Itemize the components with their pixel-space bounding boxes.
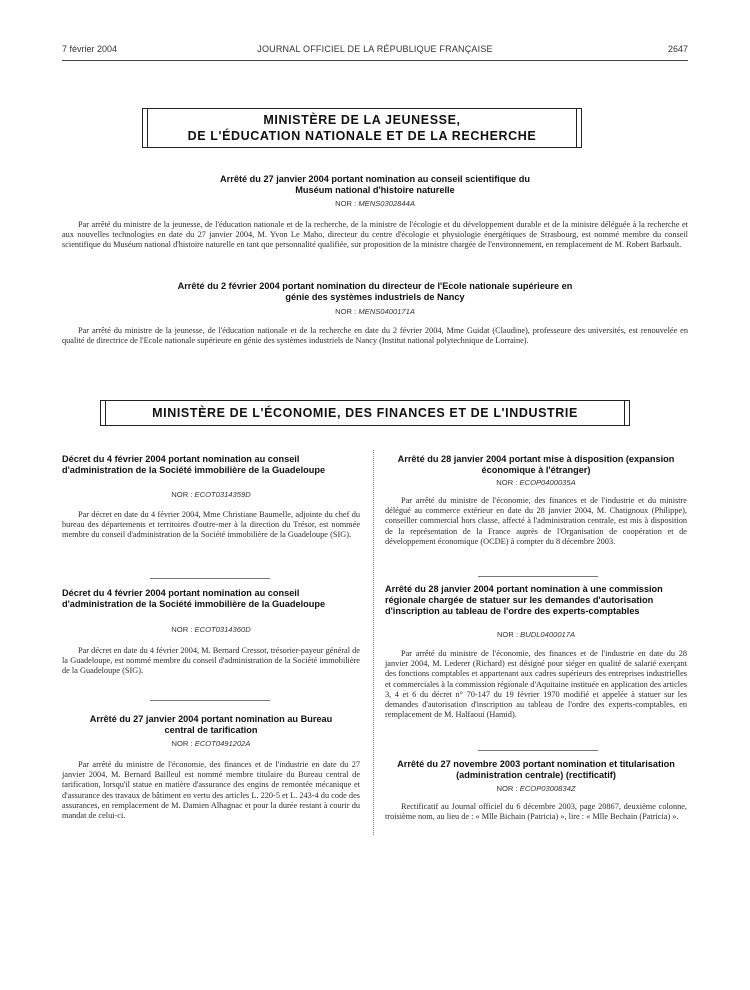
- column-divider: [373, 450, 374, 835]
- act-body: Par décret en date du 4 février 2004, M. Bernard Cressot, trésorier-payeur général de la Guadeloupe, est nommé membre du conseil d'administration de la Société immobilière de la Guadeloupe (SIG).: [62, 646, 360, 676]
- nor-reference: [385, 478, 687, 487]
- act-title: Décret du 4 février 2004 portant nomination au conseil d'administration de la Société immobilière de la Guadeloupe: [62, 588, 326, 609]
- nor-label: NOR :: [496, 784, 518, 793]
- act-body: Par arrêté du ministre de l'économie, des finances et de l'industrie en date du 27 janvier 2004, M. Bernard Bailleul est nommé membre titulaire du Bureau central de tarification, lorsqu'il statue en matière d'assurance des engins de remontée mécanique et d'assurance des travaux de bâtiment en vertu des articles L. 220-5 et L. 243-4 du code des assurances, en remplacement de M. Damien Alhagnac et pour la durée restant à courir du mandat de celui-ci.: [62, 760, 360, 821]
- ministry-heading-economy: [100, 400, 630, 426]
- nor-label: NOR :: [171, 739, 193, 748]
- nor-label: NOR :: [171, 490, 193, 499]
- separator-rule: [150, 578, 270, 579]
- nor-code: BUDL0400017A: [520, 630, 576, 639]
- nor-label: NOR :: [496, 630, 519, 639]
- nor-code: ECOT0314360D: [194, 625, 251, 634]
- nor-label: NOR :: [171, 625, 193, 634]
- nor-reference: [385, 630, 687, 639]
- running-header: [62, 44, 688, 58]
- nor-reference: [62, 739, 360, 748]
- nor-code: ECOT0491202A: [194, 739, 251, 748]
- header-page-number: 2647: [667, 44, 688, 54]
- nor-label: NOR :: [335, 199, 357, 208]
- nor-label: NOR :: [496, 478, 518, 487]
- act-title: Arrêté du 2 février 2004 portant nomination du directeur de l'Ecole nationale supérieure en génie des systèmes industriels de Nancy: [177, 281, 573, 302]
- act-title: Arrêté du 27 janvier 2004 portant nomination au Bureau central de tarification: [89, 714, 333, 735]
- act-body: Par décret en date du 4 février 2004, Mme Christiane Baumelle, adjointe du chef du bureau des départements et territoires d'outre-mer à la direction du Trésor, est nommée membre du conseil d'administration de la Société immobilière de la Guadeloupe (SIG).: [62, 510, 360, 540]
- act-title: Décret du 4 février 2004 portant nomination au conseil d'administration de la Société immobilière de la Guadeloupe: [62, 454, 326, 475]
- act-title: Arrêté du 28 janvier 2004 portant nomination à une commission régionale chargée de statuer sur les demandes d'autorisation d'inscription au tableau de l'ordre des experts-comptables: [385, 584, 663, 616]
- nor-reference: [200, 307, 550, 316]
- act-title: Arrêté du 27 novembre 2003 portant nomination et titularisation (administration centrale) (rectificatif): [397, 759, 675, 780]
- nor-code: MENS0302844A: [358, 199, 415, 208]
- act-body: Rectificatif au Journal officiel du 6 décembre 2003, page 20867, deuxième colonne, troisième nom, au lieu de : « Mlle Bichain (Patricia) », lire : « Mlle Bechain (Patricia) ».: [385, 802, 687, 822]
- nor-reference: [385, 784, 687, 793]
- nor-code: ECOP0300834Z: [519, 784, 576, 793]
- act-title: Arrêté du 27 janvier 2004 portant nomination au conseil scientifique du Muséum national d'histoire naturelle: [220, 174, 530, 195]
- header-date: 7 février 2004: [62, 44, 118, 54]
- act-body: Par arrêté du ministre de l'économie, des finances et de l'industrie en date du 28 janvier 2004, M. Lederer (Richard) est désigné pour siéger en qualité de salarié exerçant des fonctions comptables et appartenant aux cadres supérieurs des entreprises industrielles et commerciales à la commission régionale d'Aquitaine instituée en application des articles 3, 4 et 6 du décret n° 70-147 du 19 février 1970 modifié et appelée à statuer sur les demandes d'autorisation d'inscription au tableau de l'ordre des experts-comptables, en remplacement de M. Halfaoui (Hamid).: [385, 649, 687, 720]
- act-title: Arrêté du 28 janvier 2004 portant mise à disposition (expansion économique à l'étranger): [397, 454, 675, 475]
- nor-code: ECOT0314359D: [194, 490, 251, 499]
- ministry-heading-line: MINISTÈRE DE L'ÉCONOMIE, DES FINANCES ET DE L'INDUSTRIE: [152, 406, 578, 420]
- nor-reference: [62, 625, 360, 634]
- header-rule: [62, 60, 688, 61]
- act-body: Par arrêté du ministre de l'économie, des finances et de l'industrie et du ministre délégué au commerce extérieur en date du 28 janvier 2004, M. Chatignoux (Philippe), conseiller commercial hors classe, affecté à l'administration centrale, est mis à disposition de la représentation de la France auprès de l'Organisation de coopération et de développement économique (OCDE) à compter du 8 décembre 2003.: [385, 496, 687, 546]
- ministry-heading-line: DE L'ÉDUCATION NATIONALE ET DE LA RECHERCHE: [187, 129, 537, 143]
- header-journal-title: JOURNAL OFFICIEL DE LA RÉPUBLIQUE FRANÇAISE: [257, 44, 493, 54]
- nor-code: MENS0400171A: [358, 307, 415, 316]
- nor-code: ECOP0400035A: [519, 478, 576, 487]
- ministry-heading-education: [142, 108, 582, 148]
- nor-reference: [62, 490, 360, 499]
- nor-reference: [200, 199, 550, 208]
- separator-rule: [150, 700, 270, 701]
- separator-rule: [478, 750, 598, 751]
- act-body: Par arrêté du ministre de la jeunesse, de l'éducation nationale et de la recherche en date du 2 février 2004, Mme Guidat (Claudine), professeure des universités, est renouvelée en qualité de directrice de l'Ecole nationale supérieure en génie des systèmes industriels de Nancy (Institut national polytechnique de Lorraine).: [62, 326, 688, 346]
- separator-rule: [478, 576, 598, 577]
- ministry-heading-line: MINISTÈRE DE LA JEUNESSE,: [263, 113, 461, 127]
- act-body: Par arrêté du ministre de la jeunesse, de l'éducation nationale et de la recherche, de la ministre de l'écologie et du développement durable et de la ministre déléguée à la recherche et aux nouvelles technologies en date du 27 janvier 2004, M. Yvon Le Maho, directeur du centre d'écologie et physiologie énergétiques de Strasbourg, est nommé membre du conseil scientifique du Muséum national d'histoire naturelle en tant que personnalité qualifiée, sur proposition de la ministre chargée de l'environnement, en remplacement de M. Robert Barbault.: [62, 220, 688, 250]
- nor-label: NOR :: [335, 307, 357, 316]
